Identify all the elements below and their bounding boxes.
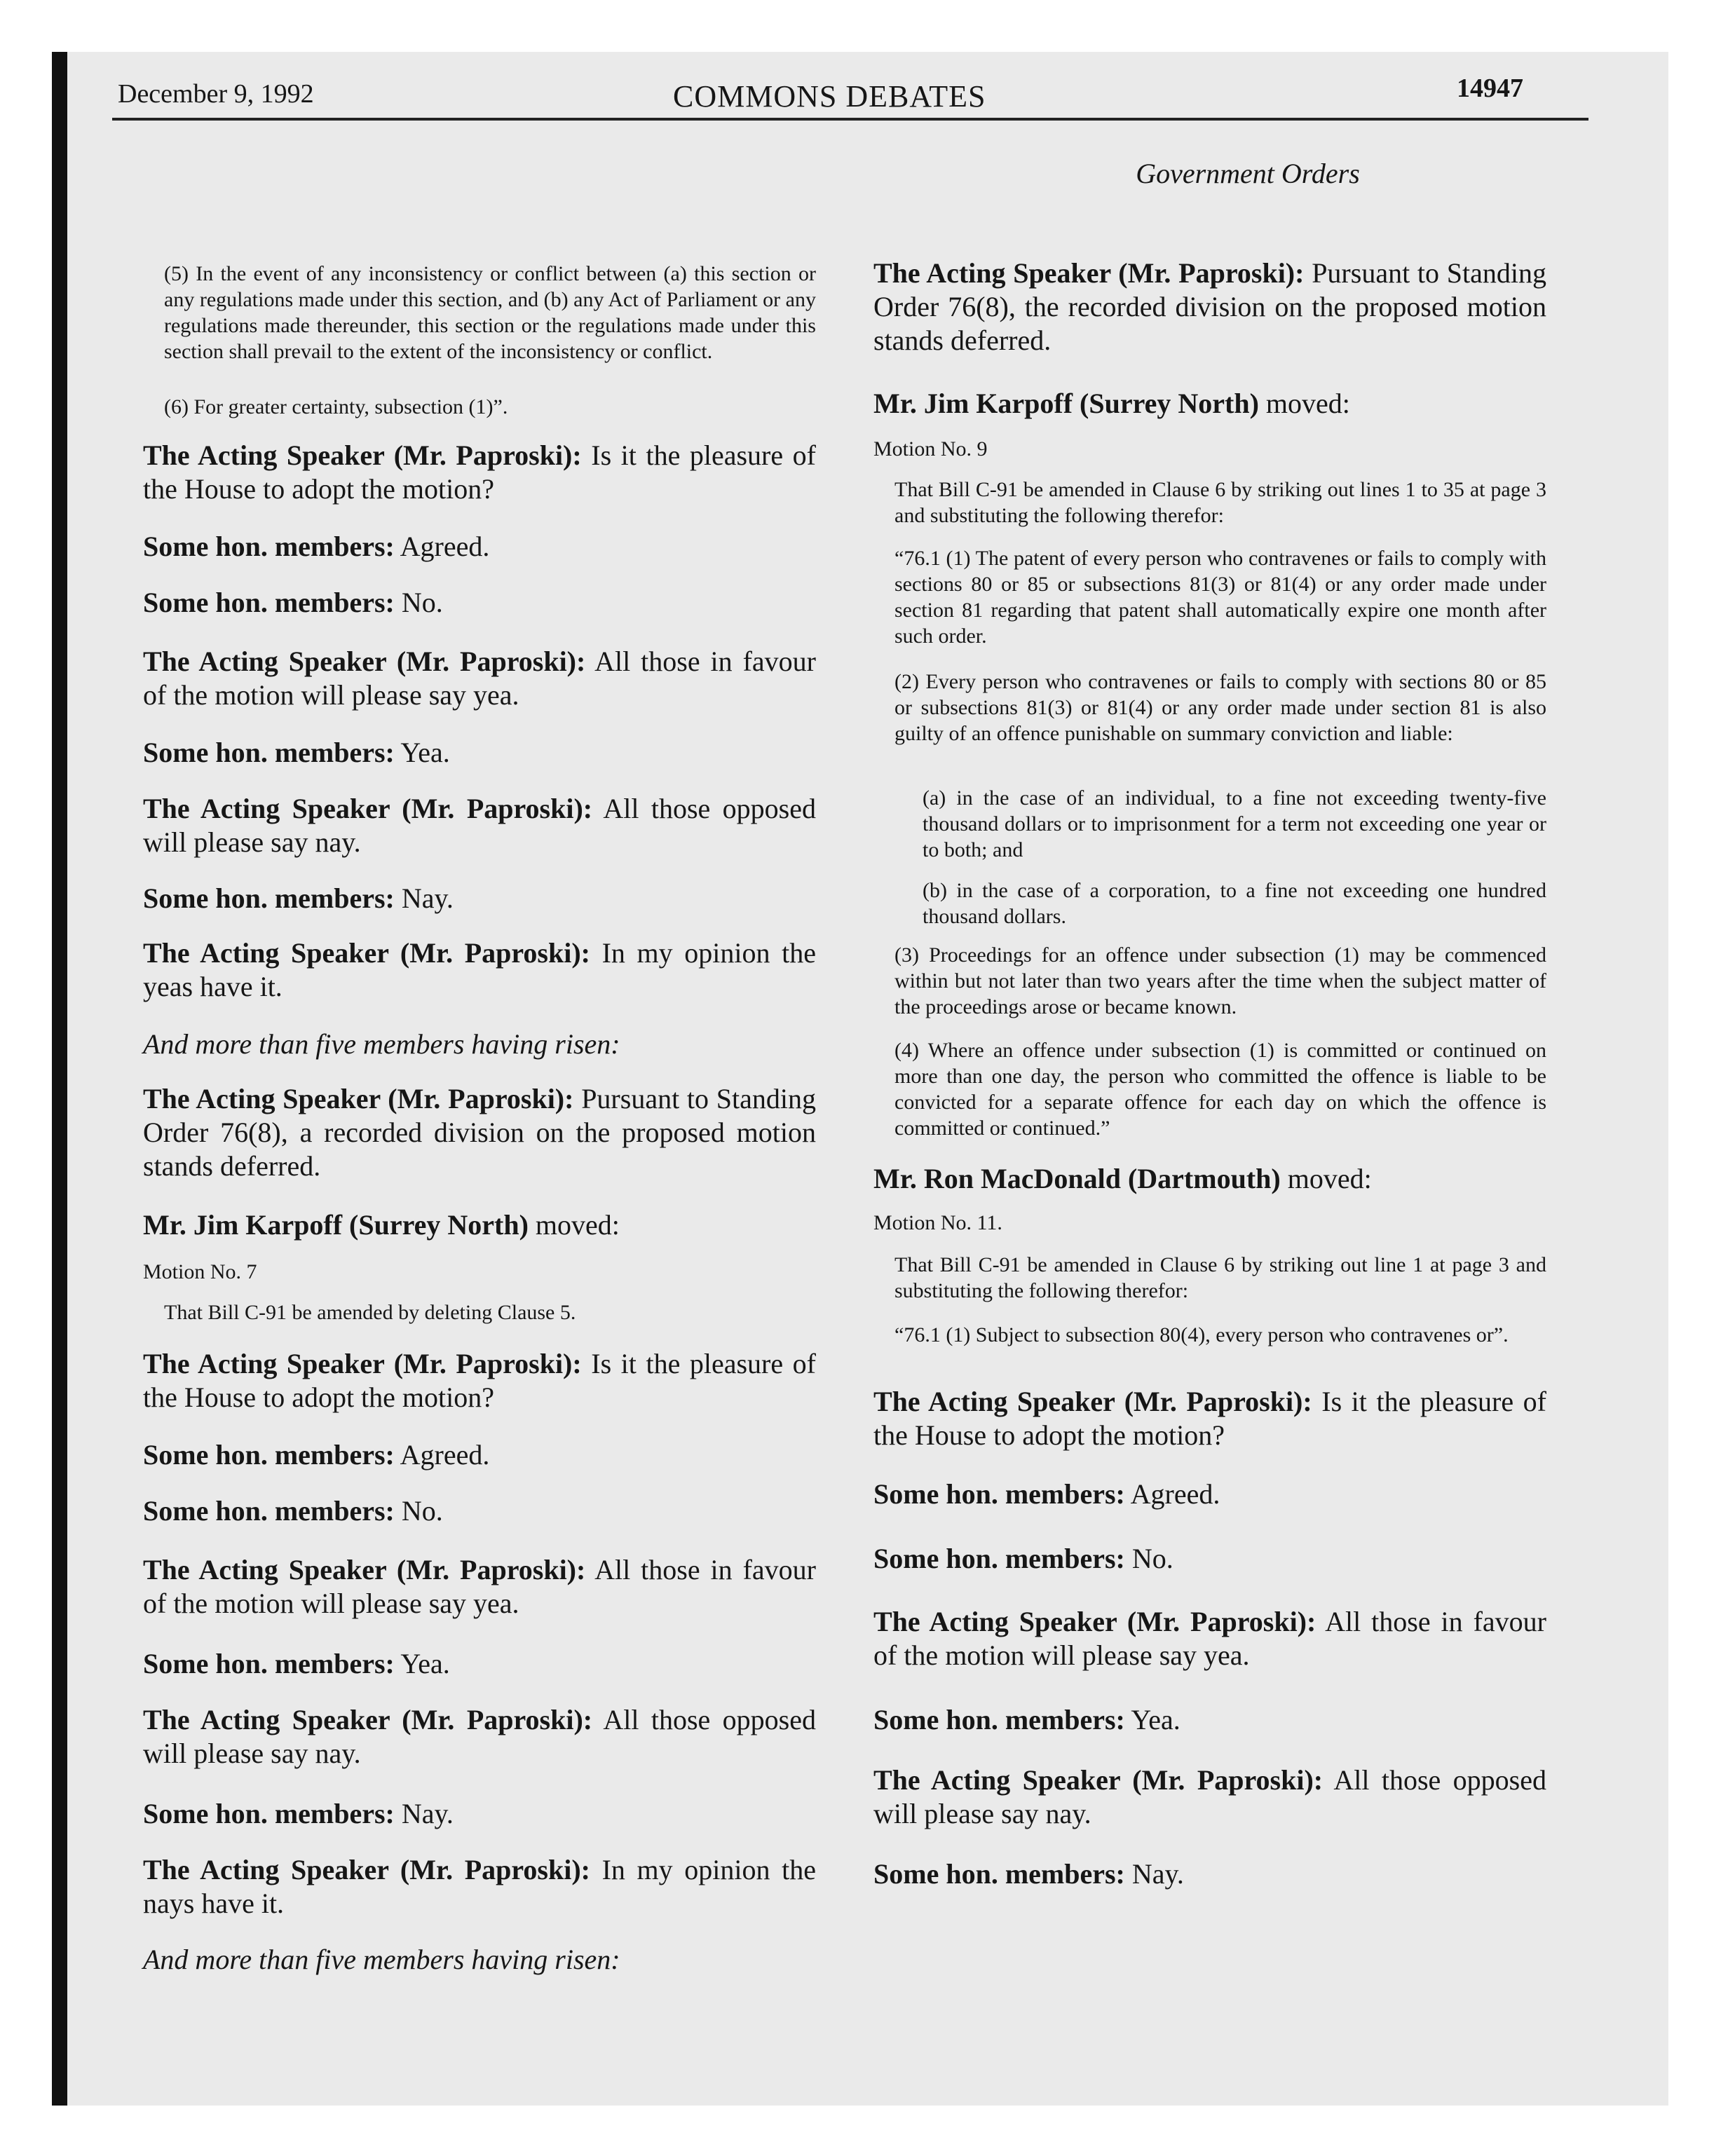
speech-text: Agreed. (400, 531, 490, 562)
moved-paragraph (845, 387, 1546, 421)
moved-text: moved: (535, 1209, 620, 1241)
speech-paragraph (115, 792, 816, 859)
moved-text: moved: (1265, 388, 1350, 419)
speaker-name: The Acting Speaker (Mr. Paproski): (143, 1704, 593, 1735)
speaker-name: The Acting Speaker (Mr. Paproski): (143, 439, 582, 471)
speaker-name: The Acting Speaker (Mr. Paproski): (143, 1083, 574, 1114)
speaker-name: The Acting Speaker (Mr. Paproski): (143, 1554, 586, 1585)
speech-paragraph (845, 1385, 1546, 1452)
speech-text: Nay. (1131, 1858, 1184, 1890)
speech-paragraph (115, 1494, 816, 1528)
italic-note: And more than five members having risen: (143, 1028, 620, 1060)
header-title: COMMONS DEBATES (673, 79, 986, 114)
speech-paragraph (115, 586, 816, 620)
quote-paragraph: (6) For greater certainty, subsection (1)”. (164, 395, 508, 418)
speech-text: Yea. (1131, 1704, 1181, 1735)
mover-name: Mr. Ron MacDonald (Dartmouth) (873, 1163, 1281, 1194)
mover-name: Mr. Jim Karpoff (Surrey North) (873, 388, 1259, 419)
speech-text: Agreed. (1130, 1478, 1220, 1510)
speech-paragraph (845, 1542, 1546, 1576)
speech-paragraph (115, 1703, 816, 1770)
speech-text: All those opposed will please say nay. (873, 1764, 1546, 1829)
speech-text: Pursuant to Standing Order 76(8), the recorded division on the proposed motion stands deferred. (873, 257, 1546, 356)
speech-text: Nay. (401, 1798, 454, 1829)
speaker-name: The Acting Speaker (Mr. Paproski): (143, 793, 593, 824)
speaker-name: Some hon. members: (143, 882, 395, 914)
speaker-name: Some hon. members: (873, 1543, 1125, 1574)
speaker-name: The Acting Speaker (Mr. Paproski): (873, 1386, 1312, 1417)
moved-paragraph (845, 1162, 1546, 1196)
speaker-name: Some hon. members: (143, 1648, 395, 1679)
speech-paragraph (845, 1857, 1546, 1891)
speech-paragraph (845, 1478, 1546, 1511)
speech-text: Is it the pleasure of the House to adopt the motion? (873, 1386, 1546, 1451)
motion-number: Motion No. 9 (873, 437, 988, 460)
speaker-name: Some hon. members: (873, 1704, 1125, 1735)
header-rule (112, 118, 1588, 121)
speech-text: No. (1131, 1543, 1173, 1574)
speech-paragraph (115, 1797, 816, 1831)
speaker-name: The Acting Speaker (Mr. Paproski): (143, 1348, 582, 1379)
speech-paragraph (845, 1605, 1546, 1672)
speech-paragraph (115, 1082, 816, 1183)
speaker-name: Some hon. members: (143, 1798, 395, 1829)
italic-note: And more than five members having risen: (143, 1944, 620, 1975)
header-date: December 9, 1992 (118, 79, 314, 109)
speech-paragraph (115, 1438, 816, 1472)
motion-text: That Bill C-91 be amended in Clause 6 by striking out line 1 at page 3 and substituting the following therefor: (894, 1253, 1546, 1302)
speech-paragraph (115, 1347, 816, 1414)
speech-text: All those in favour of the motion will please say yea. (143, 646, 816, 711)
speaker-name: The Acting Speaker (Mr. Paproski): (143, 1854, 590, 1885)
speech-paragraph (115, 439, 816, 506)
speech-paragraph (115, 1647, 816, 1681)
quote-subparagraph: (b) in the case of a corporation, to a fine not exceeding one hundred thousand dollars. (923, 879, 1546, 928)
speaker-name: Some hon. members: (143, 1495, 395, 1527)
speech-paragraph (115, 936, 816, 1004)
speaker-name: Some hon. members: (143, 587, 395, 618)
speech-paragraph (845, 1703, 1546, 1737)
speaker-name: The Acting Speaker (Mr. Paproski): (143, 646, 586, 677)
speaker-name: The Acting Speaker (Mr. Paproski): (143, 937, 590, 969)
speaker-name: Some hon. members: (143, 1439, 395, 1471)
mover-name: Mr. Jim Karpoff (Surrey North) (143, 1209, 529, 1241)
speech-text: No. (401, 587, 443, 618)
motion-number: Motion No. 11. (873, 1211, 1002, 1234)
speech-text: Nay. (401, 882, 454, 914)
speaker-name: Some hon. members: (873, 1858, 1125, 1890)
speech-text: In my opinion the yeas have it. (143, 937, 816, 1002)
speech-text: All those opposed will please say nay. (143, 793, 816, 858)
quote-paragraph: (4) Where an offence under subsection (1) is committed or continued on more than one day, the person who committed the offence is liable to be convicted for a separate offence for each day on which the offence is committed or continued.” (894, 1039, 1546, 1140)
speech-text: Agreed. (400, 1439, 490, 1471)
speech-text: All those in favour of the motion will please say yea. (143, 1554, 816, 1619)
speaker-name: Some hon. members: (143, 531, 395, 562)
speech-text: All those opposed will please say nay. (143, 1704, 816, 1769)
speech-text: Is it the pleasure of the House to adopt the motion? (143, 439, 816, 505)
speech-paragraph (115, 1553, 816, 1621)
speech-paragraph (115, 530, 816, 564)
speech-text: Yea. (400, 737, 450, 768)
speech-text: All those in favour of the motion will please say yea. (873, 1606, 1546, 1671)
quote-paragraph: (5) In the event of any inconsistency or conflict between (a) this section or any regulations made under this section, and (b) any Act of Parliament or any regulations made thereunder, this section or the regulations made under this section shall prevail to the extent of the inconsistency or conflict. (164, 262, 816, 363)
motion-number: Motion No. 7 (143, 1260, 257, 1283)
quote-subparagraph: (a) in the case of an individual, to a fine not exceeding twenty-five thousand dollars or to imprisonment for a term not exceeding one year or to both; and (923, 786, 1546, 861)
running-head: Government Orders (1136, 158, 1360, 189)
speech-paragraph (115, 882, 816, 915)
speech-paragraph (115, 736, 816, 770)
scan-binding-edge (52, 52, 67, 2106)
speech-text: Is it the pleasure of the House to adopt the motion? (143, 1348, 816, 1413)
quote-paragraph: (3) Proceedings for an offence under subsection (1) may be commenced within but not later than two years after the time when the subject matter of the proceedings arose or became known. (894, 943, 1546, 1018)
motion-text: That Bill C-91 be amended by deleting Clause 5. (164, 1301, 576, 1324)
moved-paragraph (115, 1208, 816, 1242)
speech-text: Yea. (400, 1648, 450, 1679)
quote-paragraph: “76.1 (1) Subject to subsection 80(4), every person who contravenes or”. (894, 1323, 1509, 1346)
speech-paragraph (845, 257, 1546, 357)
speech-text: Pursuant to Standing Order 76(8), a recorded division on the proposed motion stands deferred. (143, 1083, 816, 1182)
speech-paragraph (845, 1763, 1546, 1831)
speaker-name: The Acting Speaker (Mr. Paproski): (873, 1606, 1316, 1637)
speaker-name: Some hon. members: (873, 1478, 1125, 1510)
speaker-name: Some hon. members: (143, 737, 395, 768)
quote-paragraph: (2) Every person who contravenes or fails to comply with sections 80 or 85 or subsections 81(3) or 81(4) or any order made under section 81 is also guilty of an offence punishable on summary conviction and liable: (894, 670, 1546, 745)
speech-text: In my opinion the nays have it. (143, 1854, 816, 1919)
speech-paragraph (115, 645, 816, 712)
header-page-number: 14947 (1457, 74, 1523, 103)
quote-paragraph: “76.1 (1) The patent of every person who contravenes or fails to comply with sections 80 or 85 or subsections 81(3) or 81(4) or any order made under section 81 regarding that patent shall automatically expire one month after such order. (894, 547, 1546, 648)
speaker-name: The Acting Speaker (Mr. Paproski): (873, 1764, 1324, 1796)
speech-text: No. (401, 1495, 443, 1527)
speaker-name: The Acting Speaker (Mr. Paproski): (873, 257, 1305, 289)
moved-text: moved: (1287, 1163, 1372, 1194)
speech-paragraph (115, 1853, 816, 1920)
motion-text: That Bill C-91 be amended in Clause 6 by striking out lines 1 to 35 at page 3 and substituting the following therefor: (894, 478, 1546, 527)
